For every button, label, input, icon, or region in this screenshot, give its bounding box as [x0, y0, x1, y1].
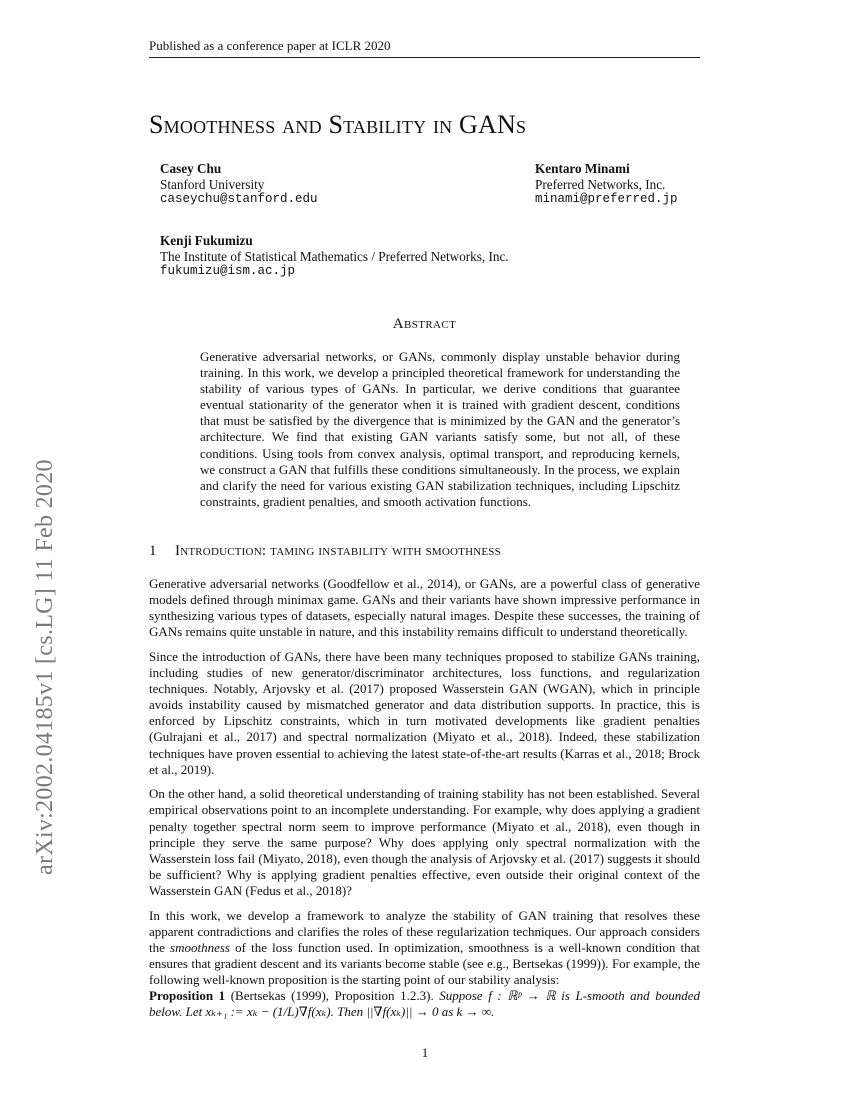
proposition-statement: Suppose f : ℝᵖ → ℝ is L-smooth and bounded below. Let xₖ₊₁ := xₖ − (1/L)∇f(xₖ). Then ||∇f(xₖ)|| → 0 as k → ∞.: [149, 988, 701, 1020]
proposition-label: Proposition 1: [149, 988, 226, 1003]
author-name: Kenji Fukumizu: [160, 233, 253, 248]
section-title: Introduction: taming instability with smoothness: [175, 543, 501, 559]
paragraph: Generative adversarial networks (Goodfellow et al., 2014), or GANs, are a powerful class of generative models defined through minimax game. GANs and their variants have shown impressive performance in synthesizing various types of datasets, especially natural images. Despite these successes, the training of GANs remains quite unstable in nature, and this instability remains difficult to understand theoretically.: [149, 576, 700, 640]
author-name: Casey Chu: [160, 161, 222, 176]
proposition-block: [149, 988, 700, 1020]
paragraph: [149, 908, 700, 988]
paper-title: Smoothness and Stability in GANs: [149, 110, 527, 139]
proposition-citation: (Bertsekas (1999), Proposition 1.2.3).: [225, 988, 434, 1003]
paragraph: Since the introduction of GANs, there have been many techniques proposed to stabilize GANs training, including studies of new generator/discriminator architectures, loss functions, and regularization techniques. Notably, Arjovsky et al. (2017) proposed Wasserstein GAN (WGAN), which in principle avoids instability caused by mismatched generator and data distribution supports. In practice, this is enforced by Lipschitz constraints, which in turn motivated developments like gradient penalties (Gulrajani et al., 2017) and spectral normalization (Miyato et al., 2018). Indeed, these stabilization techniques have proven essential to achieving the latest state-of-the-art results (Karras et al., 2018; Brock et al., 2019).: [149, 648, 700, 777]
abstract-heading: Abstract: [392, 316, 457, 332]
author-email[interactable]: fukumizu@ism.ac.jp: [160, 264, 296, 278]
paragraph-text: of the loss function used. In optimization, smoothness is a well-known condition that ensures that gradient descent and its variants become stable (see e.g., Bertsekas (1999)). For example, the following well-known proposition is the starting point of our stability analysis:: [149, 939, 700, 987]
arxiv-stamp: arXiv:2002.04185v1 [cs.LG] 11 Feb 2020: [32, 459, 58, 875]
section-heading: [149, 543, 501, 560]
page-number: 1: [421, 1045, 429, 1060]
author-block: [160, 233, 509, 280]
abstract-text: Generative adversarial networks, or GANs, commonly display unstable behavior during training. In this work, we develop a principled theoretical framework for understanding the stability of various types of GANs. In particular, we derive conditions that guarantee eventual stationarity of the generator when it is trained with gradient descent, conditions that must be satisfied by the divergence that is minimized by the GAN and the generator’s architecture. We find that existing GAN variants satisfy some, but not all, of these conditions. Using tools from convex analysis, optimal transport, and reproducing kernels, we construct a GAN that fulfills these conditions simultaneously. In the process, we explain and clarify the need for various existing GAN stabilization techniques, including Lipschitz constraints, gradient penalties, and smooth activation functions.: [200, 349, 680, 509]
author-affiliation: Preferred Networks, Inc.: [535, 176, 666, 192]
running-header: Published as a conference paper at ICLR 2020: [149, 38, 700, 58]
section-body: [149, 576, 700, 997]
author-email[interactable]: minami@preferred.jp: [535, 192, 678, 206]
author-block: [160, 161, 318, 208]
author-name: Kentaro Minami: [535, 161, 630, 176]
paragraph-text: In this work, we develop a framework to analyze the stability of GAN training that resolves these apparent contradictions and clarifies the roles of these regularization techniques. Our approach considers the: [149, 907, 700, 955]
section-number: 1: [149, 543, 157, 559]
author-email[interactable]: caseychu@stanford.edu: [160, 192, 318, 206]
author-affiliation: The Institute of Statistical Mathematics / Preferred Networks, Inc.: [160, 248, 509, 264]
paragraph: On the other hand, a solid theoretical understanding of training stability has not been established. Several empirical observations point to an incomplete understanding. For example, why does applying a gradient penalty together spectral norm seem to improve performance (Miyato et al., 2018), even though in principle they serve the same purpose? Why does applying only spectral normalization with the Wasserstein loss fail (Miyato, 2018), even though the analysis of Arjovsky et al. (2017) suggests it should be sufficient? Why is applying gradient penalties effective, even outside their original context of the Wasserstein GAN (Fedus et al., 2018)?: [149, 786, 700, 898]
emphasis-text: smoothness: [170, 939, 230, 955]
author-affiliation: Stanford University: [160, 176, 265, 192]
author-block: [535, 161, 678, 208]
